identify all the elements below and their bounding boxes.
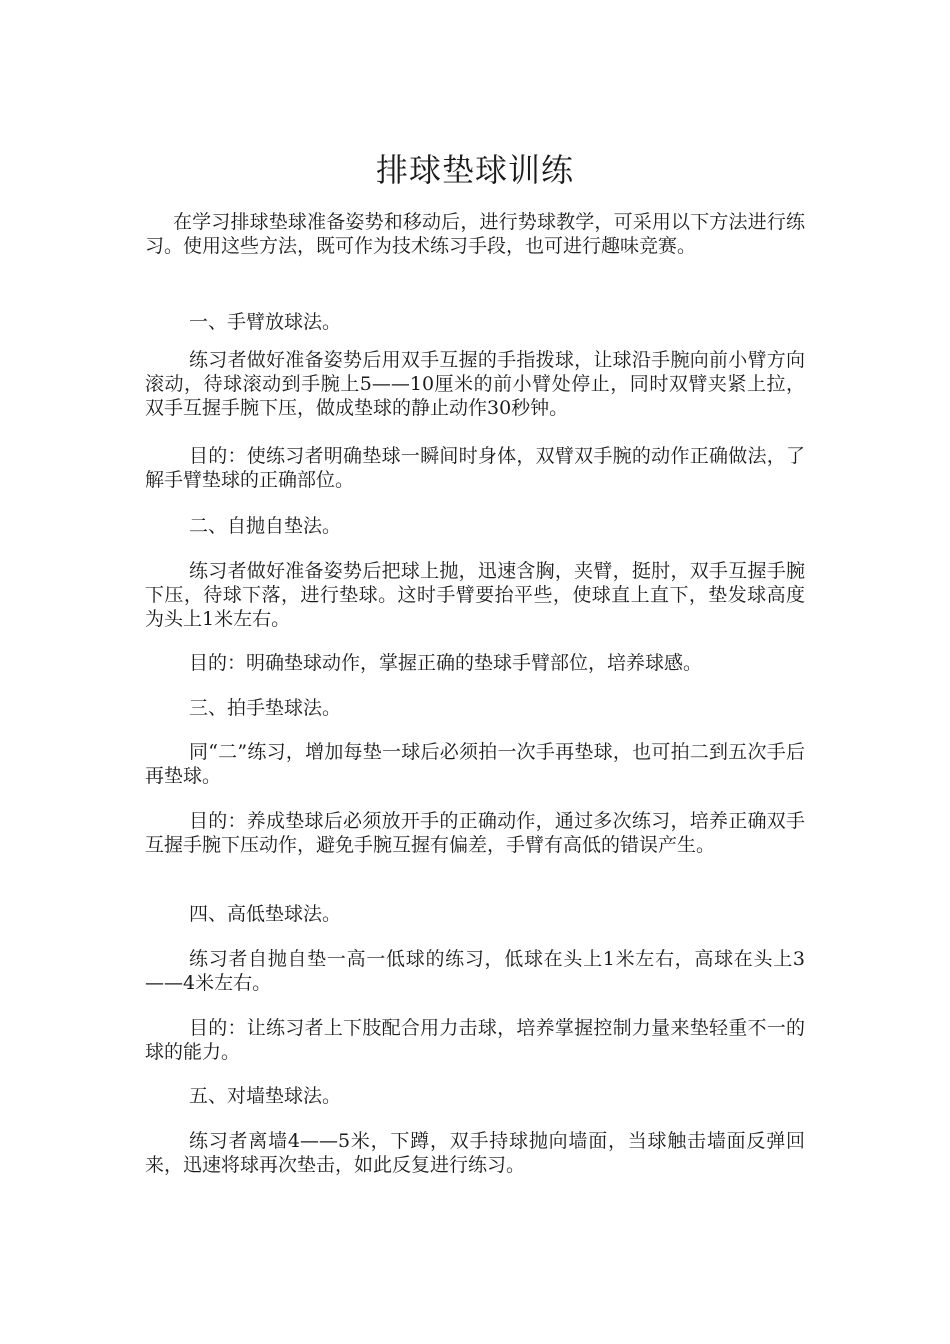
section-heading-2: 二、自抛自垫法。 xyxy=(189,515,342,537)
paragraph-method-1: 练习者做好准备姿势后用双手互握的手指拨球，让球沿手腕向前小臂方向滚动，待球滚动到手腕上5——10厘米的前小臂处停止，同时双臂夹紧上拉，双手互握手腕下压，做成垫球的静止动作30秒钟。 xyxy=(145,349,805,419)
paragraph-method-4: 练习者自抛自垫一高一低球的练习，低球在头上1米左右，高球在头上3——4米左右。 xyxy=(145,948,805,994)
paragraph-purpose-1: 目的：使练习者明确垫球一瞬间时身体，双臂双手腕的动作正确做法，了解手臂垫球的正确部位。 xyxy=(145,445,805,491)
document-title: 排球垫球训练 xyxy=(375,151,574,189)
intro-paragraph: 在学习排球垫球准备姿势和移动后，进行势球教学，可采用以下方法进行练习。使用这些方法，既可作为技术练习手段，也可进行趣味竞赛。 xyxy=(145,211,805,257)
section-heading-3: 三、拍手垫球法。 xyxy=(189,697,342,719)
paragraph-method-3: 同“二”练习，增加每垫一球后必须拍一次手再垫球，也可拍二到五次手后再垫球。 xyxy=(145,741,805,787)
paragraph-purpose-4: 目的：让练习者上下肢配合用力击球，培养掌握控制力量来垫轻重不一的球的能力。 xyxy=(145,1017,805,1063)
paragraph-method-5: 练习者离墙4——5米，下蹲，双手持球抛向墙面，当球触击墙面反弹回来，迅速将球再次垫击，如此反复进行练习。 xyxy=(145,1130,805,1176)
section-heading-5: 五、对墙垫球法。 xyxy=(189,1085,342,1107)
section-heading-4: 四、高低垫球法。 xyxy=(189,903,342,925)
paragraph-method-2: 练习者做好准备姿势后把球上抛，迅速含胸，夹臂，挺肘，双手互握手腕下压，待球下落，进行垫球。这时手臂要抬平些，使球直上直下，垫发球高度为头上1米左右。 xyxy=(145,560,805,630)
paragraph-purpose-2: 目的：明确垫球动作，掌握正确的垫球手臂部位，培养球感。 xyxy=(189,652,703,674)
paragraph-purpose-3: 目的：养成垫球后必须放开手的正确动作，通过多次练习，培养正确双手互握手腕下压动作，避免手腕互握有偏差，手臂有高低的错误产生。 xyxy=(145,810,805,856)
section-heading-1: 一、手臂放球法。 xyxy=(189,311,342,333)
